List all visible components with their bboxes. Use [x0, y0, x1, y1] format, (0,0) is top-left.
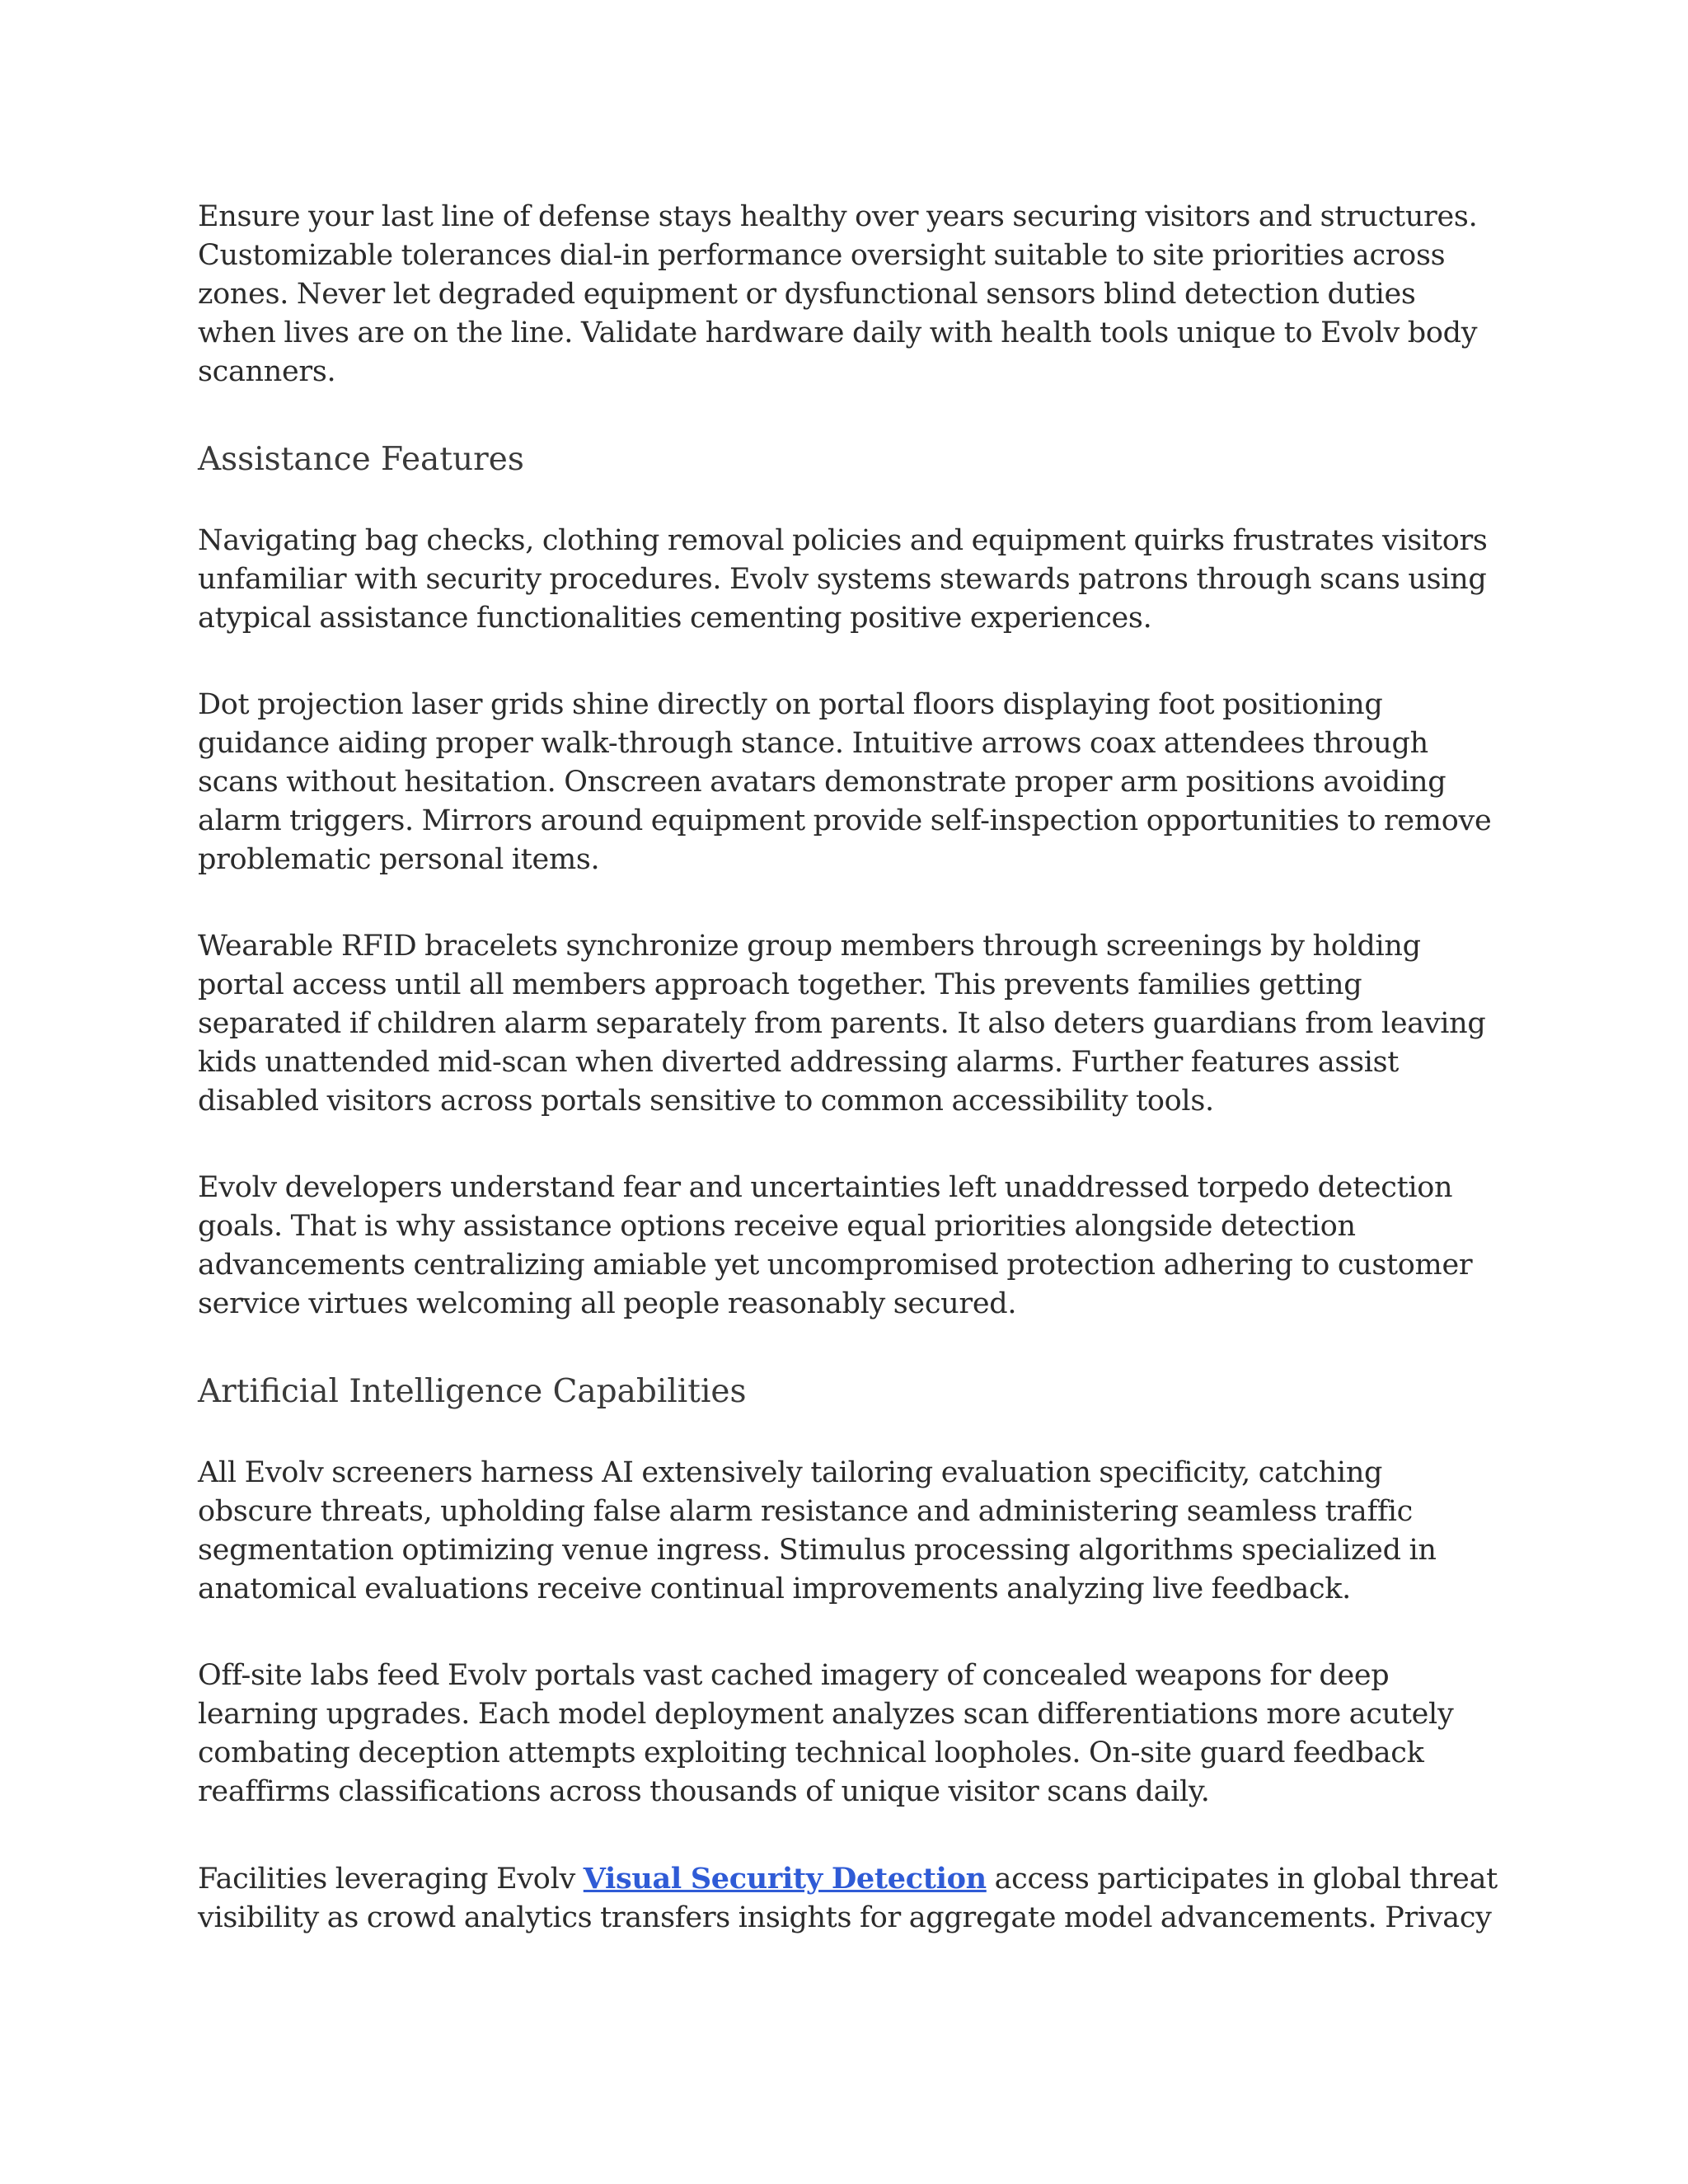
paragraph-ai-screeners: All Evolv screeners harness AI extensively tailoring evaluation specificity, catching obscure threats, upholding false alarm resistance and administering seamless traffic segmentation optimizing venue ingress. Stimulus processing algorithms specialized in anatomical evaluations receive continual improvements analyzing live feedback.	[198, 1456, 1437, 1605]
visual-security-detection-link[interactable]: Visual Security Detection	[583, 1862, 987, 1896]
heading-ai-capabilities: Artificial Intelligence Capabilities	[198, 1373, 747, 1410]
paragraph-offsite-labs: Off-site labs feed Evolv portals vast cached imagery of concealed weapons for deep learning upgrades. Each model deployment analyzes scan differentiations more acutely combating deception attempts exploiting technical loopholes. On-site guard feedback reaffirms classifications across thousands of unique visitor scans daily.	[198, 1659, 1454, 1808]
paragraph-text-before-link: Facilities leveraging Evolv	[198, 1863, 584, 1896]
document-body	[198, 198, 1500, 1985]
paragraph-health-tools: Ensure your last line of defense stays healthy over years securing visitors and structures. Customizable tolerances dial-in performance oversight suitable to site priorities across zones. Never let degraded equipment or dysfunctional sensors blind detection duties when lives are on the line. Validate hardware daily with health tools unique to Evolv body scanners.	[198, 200, 1478, 388]
paragraph-rfid-bracelets: Wearable RFID bracelets synchronize group members through screenings by holding portal access until all members approach together. This prevents families getting separated if children alarm separately from parents. It also deters guardians from leaving kids unattended mid-scan when diverted addressing alarms. Further features assist disabled visitors across portals sensitive to common accessibility tools.	[198, 930, 1486, 1118]
heading-assistance-features: Assistance Features	[198, 441, 524, 478]
paragraph-navigating-bag-checks: Navigating bag checks, clothing removal policies and equipment quirks frustrates visitors unfamiliar with security procedures. Evolv systems stewards patrons through scans using atypical assistance functionalities cementing positive experiences.	[198, 524, 1488, 635]
paragraph-text-after-link: access participates in global threat visibility as crowd analytics transfers insights for aggregate model advancements. Privacy	[198, 1863, 1498, 1934]
paragraph-facilities-leveraging	[198, 1859, 1500, 1938]
paragraph-dot-projection: Dot projection laser grids shine directly on portal floors displaying foot positioning guidance aiding proper walk-through stance. Intuitive arrows coax attendees through scans without hesitation. Onscreen avatars demonstrate proper arm positions avoiding alarm triggers. Mirrors around equipment provide self-inspection opportunities to remove problematic personal items.	[198, 688, 1492, 876]
paragraph-evolv-developers: Evolv developers understand fear and uncertainties left unaddressed torpedo detection goals. That is why assistance options receive equal priorities alongside detection advancements centralizing amiable yet uncompromised protection adhering to customer service virtues welcoming all people reasonably secured.	[198, 1171, 1473, 1320]
